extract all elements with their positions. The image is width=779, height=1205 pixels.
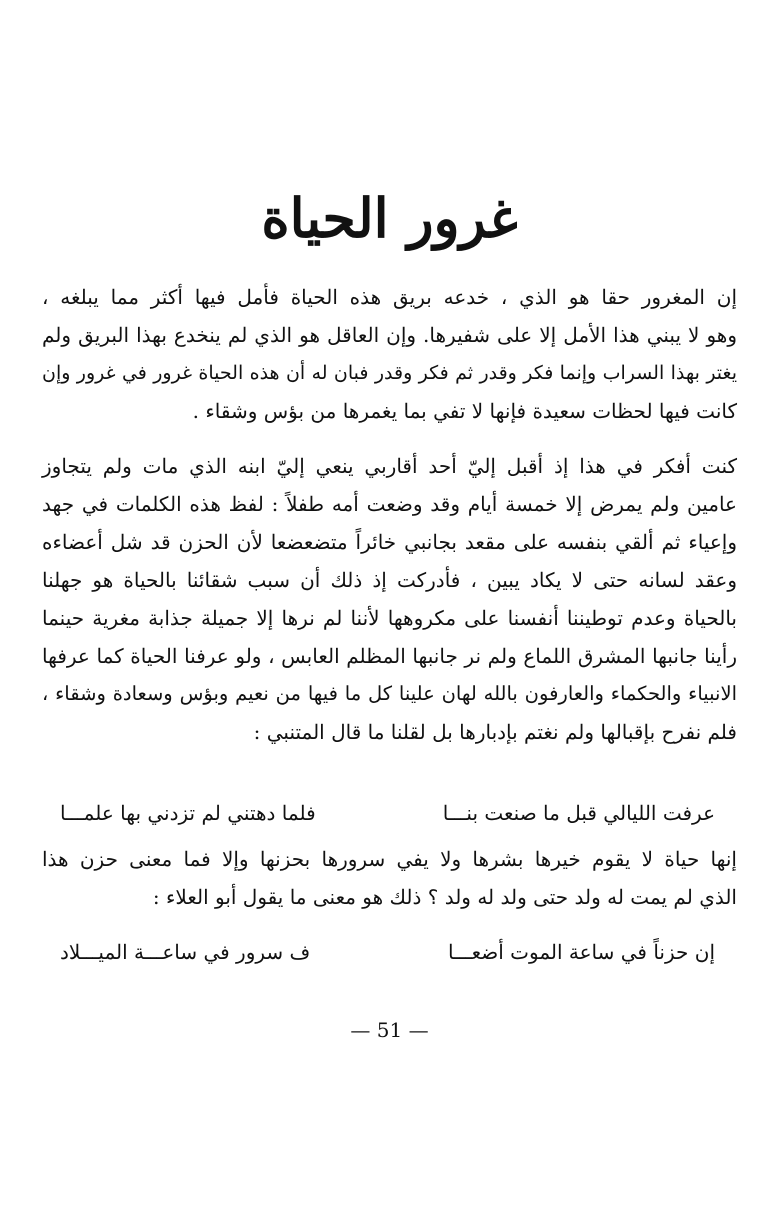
paragraph-line: الذي لم يمت له ولد حتى ولد له ولد ؟ ذلك هو معنى ما يقول أبو العلاء : <box>152 885 737 909</box>
page-number: — 51 — <box>350 1018 429 1042</box>
paragraph-line: الانبياء والحكماء والعارفون بالله لهان علينا كل ما فيها من نعيم وبؤس وسعادة وشقاء ، <box>42 682 737 705</box>
poetry-verse-2 <box>42 932 737 972</box>
chapter-title: غرور الحياة <box>261 186 518 251</box>
paragraph-line: بالحياة وعدم توطيننا أنفسنا على مكروهها لأننا لم نرها إلا جميلة جذابة مغرية حينما <box>42 606 737 630</box>
verse-second-hemistich: ف سرور في ساعـــة الميـــلاد <box>60 940 311 964</box>
verse-first-hemistich: عرفت الليالي قبل ما صنعت بنـــا <box>442 801 715 825</box>
verse-second-hemistich: فلما دهتني لم تزدني بها علمـــا <box>60 801 316 825</box>
paragraph-line: رأينا جانبها المشرق اللماع ولم نر جانبها المظلم العابس ، ولو عرفنا الحياة كما عرفها <box>42 644 737 668</box>
paragraph-line: وإعياء ثم ألقي بنفسه على مقعد بجانبي خائراً متضعضعا لأن الحزن قد شل أعضاءه <box>42 530 737 554</box>
paragraph-line: كانت فيها لحظات سعيدة فإنها لا تفي بما يغمرها من بؤس وشقاء . <box>192 399 737 423</box>
paragraph-2 <box>42 447 737 751</box>
paragraph-line: كنت أفكر في هذا إذ أقبل إليّ أحد أقاربي ينعي إليّ ابنه الذي مات ولم يتجاوز <box>42 454 737 478</box>
paragraph-1 <box>42 278 737 430</box>
paragraph-line: عامين ولم يمرض إلا خمسة أيام وقد وضعت أمه طفلاً : لفظ هذه الكلمات في جهد <box>42 492 737 516</box>
paragraph-line: وعقد لسانه حتى لا يكاد يبين ، فأدركت إذ ذلك أن سبب شقائنا بالحياة هو جهلنا <box>42 568 737 592</box>
paragraph-3 <box>42 840 737 916</box>
paragraph-line: إنها حياة لا يقوم خيرها بشرها ولا يفي سرورها بحزنها وإلا فما معنى حزن هذا <box>42 847 737 871</box>
paragraph-line: فلم نفرح بإقبالها ولم نغتم بإدبارها بل لقلنا ما قال المتنبي : <box>253 720 737 744</box>
paragraph-line: إن المغرور حقا هو الذي ، خدعه بريق هذه الحياة فأمل فيها أكثر مما يبلغه ، <box>42 285 737 309</box>
paragraph-line: وهو لا يبني هذا الأمل إلا على شفيرها. وإن العاقل هو الذي لم ينخدع بهذا البريق ولم <box>42 323 737 347</box>
paragraph-line: يغتر بهذا السراب وإنما فكر وقدر ثم فكر وقدر فبان له أن هذه الحياة غرور في غرور وإن <box>42 362 737 384</box>
verse-first-hemistich: إن حزناً في ساعة الموت أضعـــا <box>447 940 715 964</box>
poetry-verse-1 <box>42 793 737 833</box>
